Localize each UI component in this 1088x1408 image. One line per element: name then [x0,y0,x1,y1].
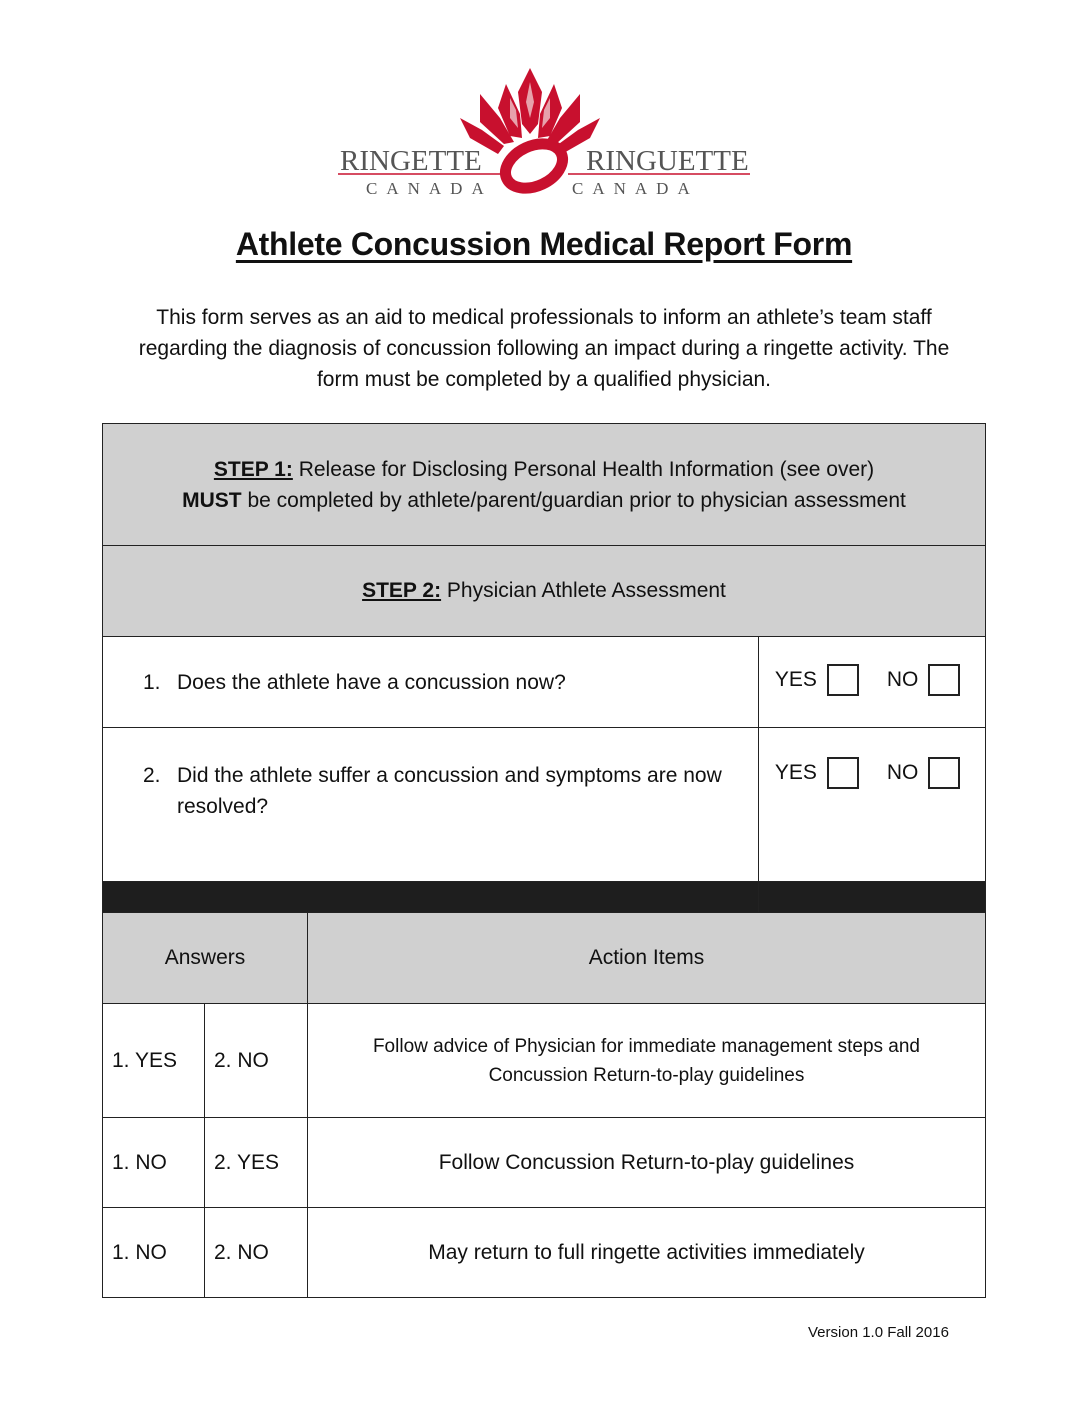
intro-paragraph: This form serves as an aid to medical professionals to inform an athlete’s team staff regarding the diagnosis of concussion following an impact during a ringette activity. The form must be completed by a qualified physician. [138,306,950,391]
logo-right-word: RINGUETTE [586,145,749,177]
divider-right [758,882,985,913]
ringette-canada-logo [330,62,760,202]
logo-left-word: RINGETTE [340,145,482,177]
step2-label: STEP 2: [362,579,442,602]
divider-left [103,882,759,913]
q2-no-label: NO [886,761,919,784]
step2-header [103,546,986,637]
step2-text: Physician Athlete Assessment [441,579,726,602]
version-note: Version 1.0 Fall 2016 [808,1324,949,1341]
q1-yes-label: YES [774,668,817,691]
q2-yes-checkbox[interactable] [827,757,859,789]
q1-no-label: NO [886,668,919,691]
row-3-answer-2: 2. NO [204,1208,307,1298]
table-row [103,1208,986,1298]
row-1-answer-2: 2. NO [204,1004,307,1118]
row-2-answer-1: 1. NO [103,1118,205,1208]
step1-label: STEP 1: [213,457,293,481]
question-2 [103,728,759,882]
q1-yes-checkbox[interactable] [827,664,859,696]
question-2-number: 2. [143,764,161,787]
must-text: be completed by athlete/parent/guardian prior to physician assessment [241,488,906,512]
q2-no-checkbox[interactable] [928,757,960,789]
q2-yes-label: YES [774,761,817,784]
question-1 [103,637,759,728]
step1-header [103,424,986,546]
question-1-number: 1. [143,670,161,694]
row-2-action: Follow Concussion Return-to-play guidelines [307,1118,985,1208]
divider-row [103,882,986,913]
question-1-answer [758,637,985,728]
assessment-table [102,423,986,1298]
row-2-answer-2: 2. YES [204,1118,307,1208]
question-1-text: Does the athlete have a concussion now? [177,670,566,694]
question-2-answer [758,728,985,882]
row-1-answer-1: 1. YES [103,1004,205,1118]
question-2-text: Did the athlete suffer a concussion and symptoms are now resolved? [177,764,722,818]
answers-header: Answers [103,913,308,1004]
step1-text: Release for Disclosing Personal Health Information (see over) [292,457,875,481]
logo-right-sub: CANADA [572,179,699,198]
form-title: Athlete Concussion Medical Report Form [235,226,853,262]
q1-no-checkbox[interactable] [928,664,960,696]
row-1-action: Follow advice of Physician for immediate management steps and Concussion Return-to-play guidelines [307,1004,985,1118]
must-label: MUST [182,488,242,512]
logo-left-sub: CANADA [366,179,493,198]
action-items-header: Action Items [307,913,985,1004]
row-3-action: May return to full ringette activities immediately [307,1208,985,1298]
table-row [103,1004,986,1118]
table-row [103,1118,986,1208]
row-3-answer-1: 1. NO [103,1208,205,1298]
